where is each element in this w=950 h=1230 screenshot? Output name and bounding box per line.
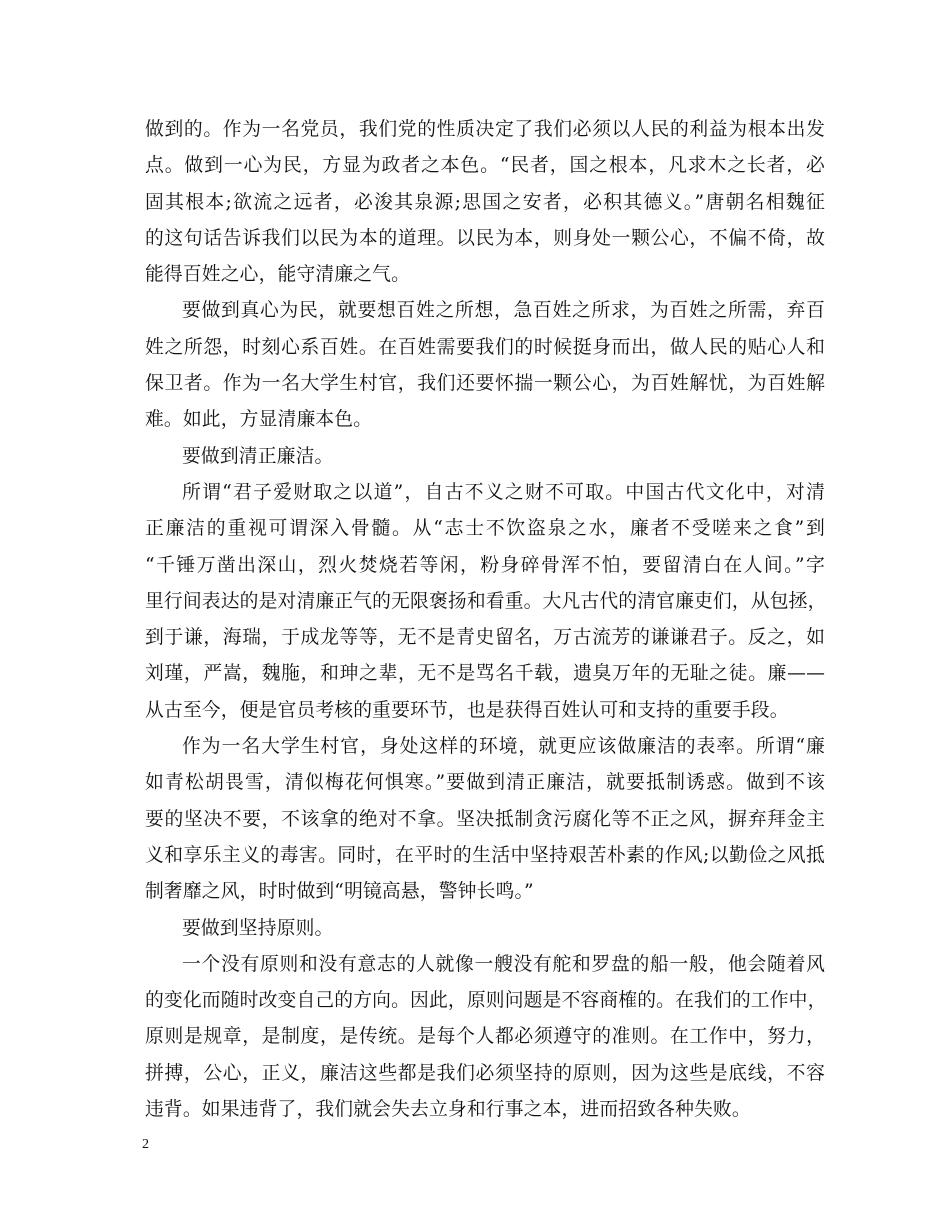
text-line: 所谓“君子爱财取之以道”，自古不义之财不可取。中国古代文化中，对清 (182, 481, 825, 503)
text-line: 做到的。作为一名党员，我们党的性质决定了我们必须以人民的利益为根本出发 (145, 119, 825, 140)
text-line: 违背。如果违背了，我们就会失去立身和行事之本，进而招致各种失败。 (145, 1099, 751, 1121)
text-line: 拼搏，公心，正义，廉洁这些都是我们必须坚持的原则，因为这些是底线，不容 (145, 1062, 825, 1084)
text-line: 制奢靡之风，时时做到“明镜高悬，警钟长鸣。” (145, 881, 534, 903)
text-line: 作为一名大学生村官，身处这样的环境，就更应该做廉洁的表率。所谓“廉 (182, 736, 825, 758)
text-line: 固其根本;欲流之远者，必浚其泉源;思国之安者，必积其德义。”唐朝名相魏征 (145, 191, 825, 213)
text-line: 要做到真心为民，就要想百姓之所想，急百姓之所求，为百姓之所需，弃百 (182, 300, 825, 322)
text-line: 到于谦，海瑞，于成龙等等，无不是青史留名，万古流芳的谦谦君子。反之，如 (145, 627, 825, 649)
text-line: 从古至今，便是官员考核的重要环节，也是获得百姓认可和支持的重要手段。 (145, 699, 789, 721)
text-line: 的变化而随时改变自己的方向。因此，原则问题是不容商榷的。在我们的工作中， (145, 990, 827, 1012)
text-line: 正廉洁的重视可谓深入骨髓。从“志士不饮盗泉之水，廉者不受嗟来之食”到 (145, 518, 825, 540)
text-line: 保卫者。作为一名大学生村官，我们还要怀揣一颗公心，为百姓解忧，为百姓解 (145, 373, 825, 395)
body-text (145, 112, 825, 1128)
section-heading: 要做到坚持原则。 (182, 917, 334, 939)
text-line: 能得百姓之心，能守清廉之气。 (145, 264, 411, 286)
text-line: 如青松胡畏雪，清似梅花何惧寒。”要做到清正廉洁，就要抵制诱惑。做到不该 (145, 772, 825, 794)
text-line: 刘瑾，严嵩，魏胣，和珅之辈，无不是骂名千载，遗臭万年的无耻之徒。廉—— (145, 663, 825, 685)
text-line: 一个没有原则和没有意志的人就像一艘没有舵和罗盘的船一般，他会随着风 (182, 953, 825, 975)
text-line: 里行间表达的是对清廉正气的无限褒扬和看重。大凡古代的清官廉吏们，从包拯， (145, 590, 827, 612)
section-heading: 要做到清正廉洁。 (182, 445, 334, 467)
text-line: 姓之所怨，时刻心系百姓。在百姓需要我们的时候挺身而出，做人民的贴心人和 (145, 336, 825, 358)
text-line: 要的坚决不要，不该拿的绝对不拿。坚决抵制贪污腐化等不正之风，摒弃拜金主 (145, 808, 825, 830)
page-number: 2 (142, 1137, 149, 1152)
text-line: 点。做到一心为民，方显为政者之本色。“民者，国之根本，凡求木之长者，必 (145, 155, 825, 177)
text-line: 原则是规章，是制度，是传统。是每个人都必须遵守的准则。在工作中，努力， (145, 1026, 825, 1048)
text-line: 的这句话告诉我们以民为本的道理。以民为本，则身处一颗公心，不偏不倚，故 (145, 227, 825, 249)
text-line: 难。如此，方显清廉本色。 (145, 409, 373, 431)
text-line: “千锤万凿出深山，烈火焚烧若等闲，粉身碎骨浑不怕，要留清白在人间。”字 (145, 554, 825, 576)
text-line: 义和享乐主义的毒害。同时，在平时的生活中坚持艰苦朴素的作风;以勤俭之风抵 (145, 844, 825, 866)
